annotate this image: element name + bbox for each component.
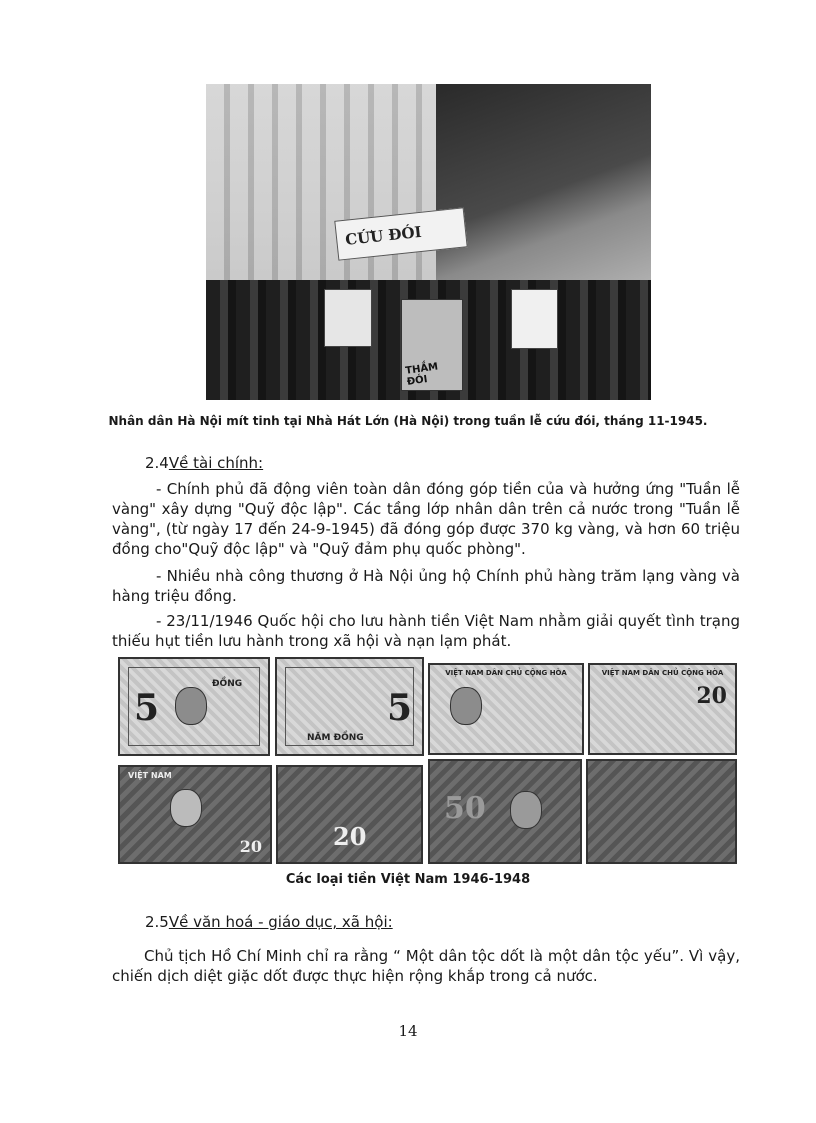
banknote-header: VIỆT NAM DÂN CHỦ CỘNG HÒA xyxy=(601,669,724,677)
paragraph: - 23/11/1946 Quốc hội cho lưu hành tiền Việt Nam nhằm giải quyết tình trạng thiếu hụt tiền lưu hành trong xã hội và nạn lạm phát. xyxy=(112,612,740,650)
portrait-icon xyxy=(510,791,542,829)
banknotes-image xyxy=(118,655,733,860)
banknote xyxy=(586,759,737,864)
banknote-value: 20 xyxy=(239,837,262,856)
banknote xyxy=(588,663,737,755)
banknote xyxy=(275,657,424,756)
photo-banner: CỨU ĐÓI xyxy=(334,207,467,260)
historical-photo xyxy=(206,84,651,400)
section-number: 2.4 xyxy=(145,454,169,472)
protest-sign xyxy=(324,289,372,347)
banknotes-caption: Các loại tiền Việt Nam 1946-1948 xyxy=(285,872,531,887)
banknote-value: 5 xyxy=(134,687,160,729)
section-title: Về tài chính: xyxy=(168,454,264,472)
banknote xyxy=(276,765,423,864)
section-title: Về văn hoá - giáo dục, xã hội: xyxy=(168,913,393,931)
portrait-icon xyxy=(170,789,202,827)
section-heading-2-4 xyxy=(145,454,263,472)
paragraph: - Chính phủ đã động viên toàn dân đóng góp tiền của và hưởng ứng "Tuần lễ vàng" xây dựng "Quỹ độc lập". Các tầng lớp nhân dân trên cả nước trong "Tuần lễ vàng", (từ ngày 17 đến 24-9-1945) đã đóng góp được 370 kg vàng, và hơn 60 triệu đồng cho"Quỹ độc lập" và "Quỹ đảm phụ quốc phòng". xyxy=(112,480,740,558)
portrait-icon xyxy=(175,687,207,725)
banknote-value: 50 xyxy=(444,791,486,826)
portrait-icon xyxy=(450,687,482,725)
banknote xyxy=(428,663,584,755)
photo-caption: Nhân dân Hà Nội mít tinh tại Nhà Hát Lớn (Hà Nội) trong tuần lễ cứu đói, tháng 11-1945. xyxy=(108,414,708,428)
paragraph: Chủ tịch Hồ Chí Minh chỉ ra rằng “ Một dân tộc dốt là một dân tộc yếu”. Vì vậy, chiến dịch diệt giặc dốt được thực hiện rộng khắp trong cả nước. xyxy=(112,947,740,985)
banknote xyxy=(118,657,270,756)
banknote-value: 5 xyxy=(387,687,413,729)
poster-text: THẮM ĐÓI xyxy=(404,361,439,388)
banknote-value: 20 xyxy=(696,683,727,709)
banknote-label: NĂM ĐỒNG xyxy=(307,733,364,743)
banknote xyxy=(118,765,272,864)
section-number: 2.5 xyxy=(145,913,169,931)
page-number: 14 xyxy=(398,1022,418,1040)
paragraph: - Nhiều nhà công thương ở Hà Nội ủng hộ Chính phủ hàng trăm lạng vàng và hàng triệu đồng. xyxy=(112,567,740,605)
banknote-header: VIỆT NAM xyxy=(128,771,172,780)
section-heading-2-5 xyxy=(145,913,393,931)
protest-sign xyxy=(511,289,558,349)
banknote xyxy=(428,759,582,864)
protest-sign-poster xyxy=(401,299,463,391)
banknote-label: ĐỒNG xyxy=(212,679,243,689)
banknote-value: 20 xyxy=(333,822,367,851)
banknote-header: VIỆT NAM DÂN CHỦ CỘNG HÒA xyxy=(445,669,567,677)
